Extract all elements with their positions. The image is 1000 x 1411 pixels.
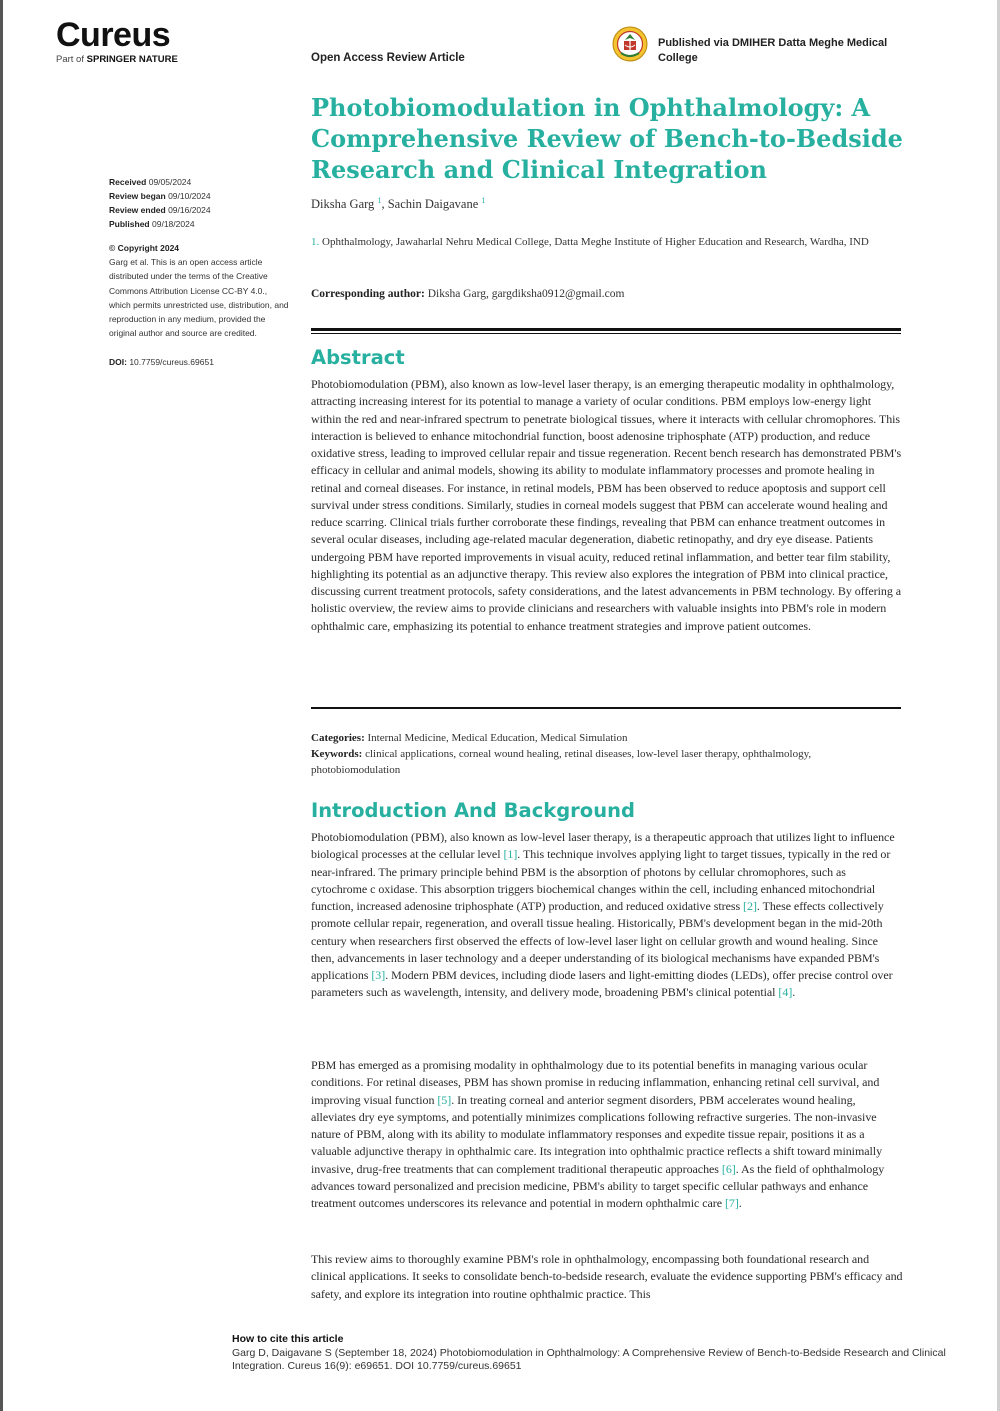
paragraph-text: .	[738, 1196, 742, 1210]
received-row: Received 09/05/2024	[109, 177, 192, 187]
citation-ref-link[interactable]: [7]	[724, 1196, 739, 1210]
paragraph-text: . These effects collectively promote cellular repair, regeneration, and overall tissue healing. Historically, PBM's development began in the mid-20th century when researchers first observed the effects of low-level laser light on cellular growth and wound healing. Since then, advancements in laser technology and a deeper understanding of its biological mechanisms have expanded PBM's applications	[311, 899, 884, 982]
article-title: Photobiomodulation in Ophthalmology: A Comprehensive Review of Bench-to-Bedside Research and Clinical Integration	[311, 93, 903, 184]
affiliation-text: Ophthalmology, Jawaharlal Nehru Medical College, Datta Meghe Institute of Higher Education and Research, Wardha, IND	[322, 236, 869, 248]
citation-ref-link[interactable]: [3]	[371, 968, 386, 982]
review-began-row: Review began 09/10/2024	[109, 191, 211, 201]
author-affiliation-sup[interactable]: 1	[481, 196, 486, 205]
publisher-line: Published via DMIHER Datta Meghe Medical College	[658, 37, 888, 64]
published-row: Published 09/18/2024	[109, 219, 195, 229]
logo-partner: SPRINGER NATURE	[86, 54, 178, 65]
author-affiliation-sup[interactable]: 1	[377, 196, 382, 205]
categories: Categories: Internal Medicine, Medical Education, Medical Simulation	[311, 732, 628, 744]
corresponding-author	[311, 288, 624, 300]
abstract-divider	[311, 707, 901, 709]
college-seal-icon	[612, 26, 648, 62]
header-divider	[311, 328, 901, 334]
author-name[interactable]: Sachin Daigavane	[387, 197, 479, 212]
article-history-sidebar	[109, 175, 289, 369]
author-list: Diksha Garg $^1$, Sachin Daigavane $^1$	[311, 196, 486, 212]
citation-ref-link[interactable]: [5]	[437, 1092, 452, 1107]
affiliation	[311, 234, 891, 251]
intro-heading: Introduction And Background	[311, 799, 635, 822]
logo-subtitle	[56, 54, 178, 65]
paragraph-text: PBM has emerged as a promising modality in ophthalmology due to its potential benefits in managing various ocular conditions. For retinal diseases, PBM has shown promise in reducing inflammation, enhancing retinal cell survival, and improving visual function	[311, 1058, 880, 1107]
corresponding-label: Corresponding author:	[311, 288, 425, 300]
logo-wordmark: Cureus	[56, 16, 171, 54]
keywords: Keywords: clinical applications, corneal wound healing, retinal diseases, low-level laser therapy, ophthalmology, photobiomodulation	[311, 748, 812, 776]
review-ended-row: Review ended 09/16/2024	[109, 205, 211, 215]
paragraph-text: .	[792, 985, 796, 1000]
citation-ref-link[interactable]: [1]	[503, 847, 518, 862]
article-type: Open Access Review Article	[311, 52, 465, 64]
paragraph-text: . In treating corneal and anterior segment disorders, PBM accelerates wound healing, alleviates dry eye symptoms, and potentially minimizes complications following refractive surgeries. The non-invasive nature of PBM, along with its ability to modulate inflammatory responses and expedite tissue repair, positions it as a valuable adjunctive therapy in ophthalmic care. Its integration into ophthalmic practice reflects a shift toward minimally invasive, drug-free treatments that can complement traditional therapeutic approaches	[311, 1092, 883, 1176]
citation-ref-link[interactable]: [2]	[743, 899, 757, 913]
paragraph-text: Photobiomodulation (PBM), also known as low-level laser therapy, is a therapeutic approach that utilizes light to influence biological processes at the cellular level	[311, 830, 895, 862]
intro-paragraph	[311, 829, 903, 1002]
logo-part-of: Part of	[56, 54, 84, 65]
paragraph-text: . This technique involves applying light to target tissues, typically in the red or near-infrared. The primary principle behind PBM is the absorption of photons by cellular chromophores, such as cytochrome c oxidase. This absorption triggers biochemical changes within the cell, including enhanced mitochondrial function, increased adenosine triphosphate (ATP) production, and reduced oxidative stress	[311, 847, 891, 913]
intro-paragraph	[311, 1251, 903, 1303]
page-left-edge	[0, 0, 3, 1411]
copyright-heading: © Copyright 2024	[109, 243, 180, 253]
citation-ref-link[interactable]: [4]	[778, 985, 793, 1000]
paragraph-text: This review aims to thoroughly examine PBM's role in ophthalmology, encompassing both foundational research and clinical applications. It seeks to consolidate bench-to-bedside research, evaluate the evidence supporting PBM's efficacy and safety, and explore its integration into routine ophthalmic practice. This	[311, 1252, 903, 1301]
abstract-heading: Abstract	[311, 346, 405, 369]
journal-logo[interactable]	[56, 18, 178, 65]
categories-keywords	[311, 730, 903, 778]
intro-paragraph	[311, 1057, 903, 1212]
corresponding-text[interactable]: Diksha Garg, gargdiksha0912@gmail.com	[427, 288, 625, 300]
citation-ref-link[interactable]: [6]	[721, 1161, 736, 1176]
author-name[interactable]: Diksha Garg	[311, 197, 375, 212]
paragraph-text: . Modern PBM devices, including diode lasers and light-emitting diodes (LEDs), offer precise control over parameters such as wavelength, intensity, and delivery mode, broadening PBM's clinical potential	[311, 968, 893, 1000]
citation-heading: How to cite this article	[232, 1333, 344, 1345]
license-text: Garg et al. This is an open access article distributed under the terms of the Creative Commons Attribution License CC-BY 4.0., which permits unrestricted use, distribution, and reproduction in any medium, provided the original author and source are credited.	[109, 257, 289, 339]
citation-footer	[232, 1333, 972, 1374]
citation-text: Garg D, Daigavane S (September 18, 2024) Photobiomodulation in Ophthalmology: A Comprehensive Review of Bench-to-Bedside Research and Clinical Integration. Cureus 16(9): e69651. DOI 10.7759/cureus.69651	[232, 1346, 946, 1372]
paragraph-text: . As the field of ophthalmology advances toward personalized and precision medicine, PBM's ability to target specific cellular pathways and enhance treatment outcomes underscores its relevance and potential in modern ophthalmic care	[311, 1161, 885, 1210]
affiliation-number: 1.	[311, 236, 320, 248]
abstract-text: Photobiomodulation (PBM), also known as low-level laser therapy, is an emerging therapeutic modality in ophthalmology, attracting increasing interest for its potential to manage a variety of ocular conditions. PBM employs low-energy light within the red and near-infrared spectrum to penetrate biological tissues, where it interacts with cellular chromophores. This interaction is believed to enhance mitochondrial function, boost adenosine triphosphate (ATP) production, and reduce oxidative stress, leading to improved cellular repair and tissue regeneration. Recent bench research has demonstrated PBM's efficacy in cellular and animal models, showing its ability to modulate inflammatory processes and promote healing in retinal and corneal diseases. For instance, in retinal models, PBM has been observed to reduce apoptosis and support cell survival under stress conditions. Similarly, studies in corneal models suggest that PBM can accelerate wound healing and reduce scarring. Clinical trials further corroborate these findings, revealing that PBM can enhance treatment outcomes in several ocular diseases, including age-related macular degeneration, diabetic retinopathy, and dry eye disease. Patients undergoing PBM have reported improvements in visual acuity, reduced retinal inflammation, and better tear film stability, highlighting its potential as an adjunctive therapy. This review also explores the integration of PBM into clinical practice, discussing current treatment protocols, safety considerations, and the latest advancements in PBM technology. By offering a holistic overview, the review aims to provide clinicians and researchers with valuable insights into PBM's role in modern ophthalmic care, emphasizing its potential to enhance treatment strategies and improve patient outcomes.	[311, 377, 902, 633]
doi[interactable]: DOI: 10.7759/cureus.69651	[109, 356, 214, 367]
